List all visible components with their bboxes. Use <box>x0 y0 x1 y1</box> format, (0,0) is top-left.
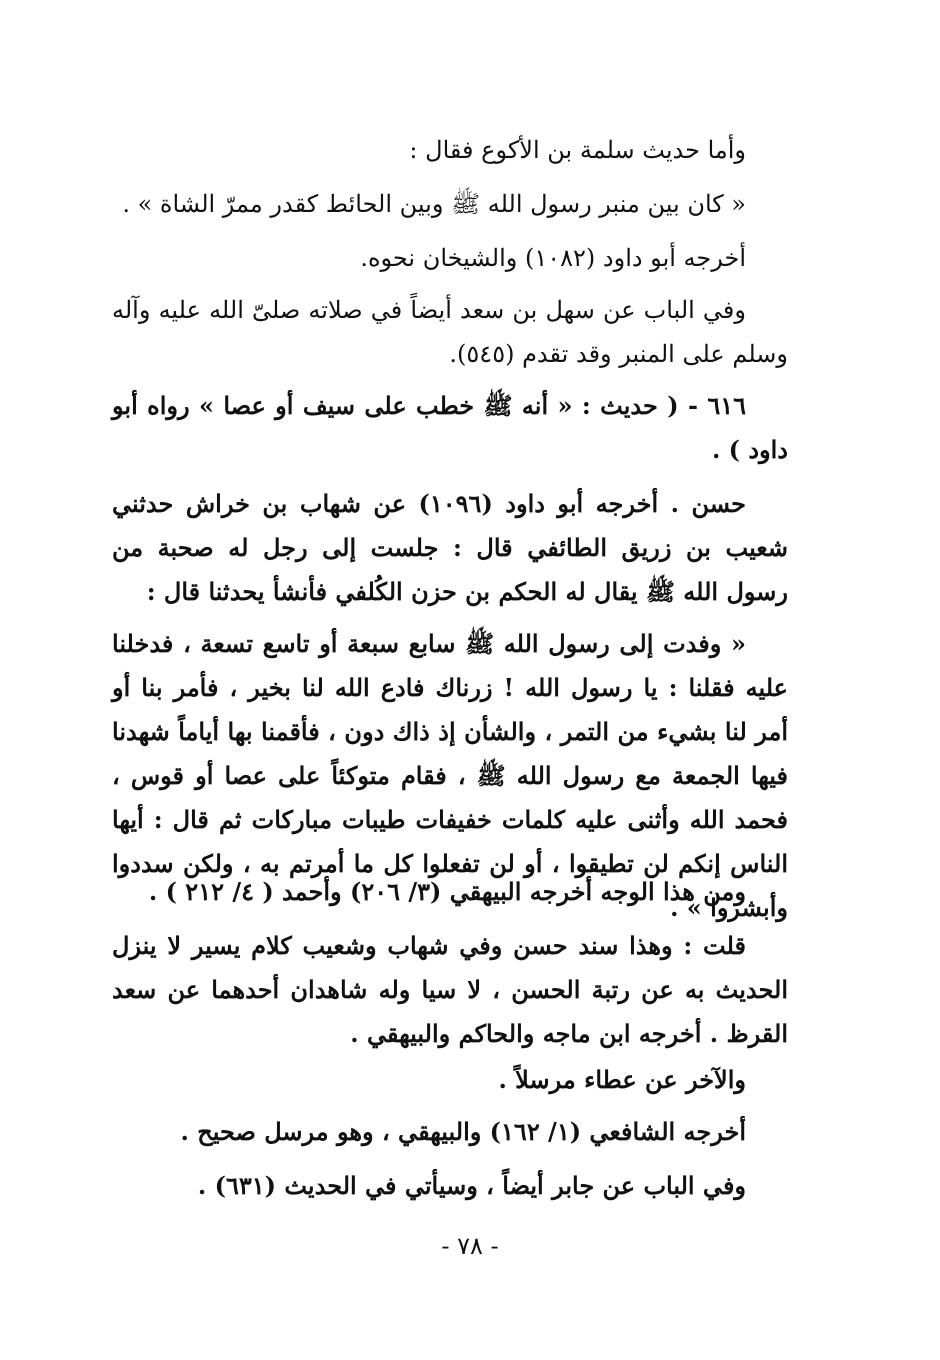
paragraph-shafii: أخرجه الشافعي (١/ ١٦٢) والبيهقي ، وهو مرسل صحيح . <box>180 1117 746 1146</box>
paragraph-hasan-takhrij: حسن . أخرجه أبو داود (١٠٩٦) عن شهاب بن خراش حدثني شعيب بن زريق الطائفي قال : جلست إلى رجل له صحبة من رسول الله ﷺ يقال له الحكم بن حزن الكُلفي فأنشأ يحدثنا قال : <box>112 489 788 606</box>
paragraph-qultu: قلت : وهذا سند حسن وفي شهاب وشعيب كلام يسير لا ينزل الحديث به عن رتبة الحسن ، لا سيا وله شاهدان أحدهما عن سعد القرظ . أخرجه ابن ماجه والحاكم والبيهقي . <box>112 931 788 1048</box>
paragraph-bayhaqi-ahmad: ومن هذا الوجه أخرجه البيهقي (٣/ ٢٠٦) وأحمد ( ٤/ ٢١٢ ) . <box>148 877 746 906</box>
hadith-quote-wafadtu: « وفدت إلى رسول الله ﷺ سابع سبعة أو تاسع تسعة ، فدخلنا عليه فقلنا : يا رسول الله ! زرناك فادع الله لنا بخير ، فأمر بنا أو أمر لنا بشيء من التمر ، والشأن إذ ذاك دون ، فأقمنا بها أياماً شهدنا فيها الجمعة مع رسول الله ﷺ ، فقام متوكئاً على عصا أو قوس ، فحمد الله وأثنى عليه كلمات خفيفات طيبات مباركات ثم قال : أيها الناس إنكم لن تطيقوا ، أو لن تفعلوا كل ما أمرتم به ، ولكن سددوا وأبشروا » . <box>112 629 788 922</box>
paragraph-jabir: وفي الباب عن جابر أيضاً ، وسيأتي في الحديث (٦٣١) . <box>197 1171 746 1200</box>
paragraph-takhrij-abu-dawud: أخرجه أبو داود (١٠٨٢) والشيخان نحوه. <box>360 244 746 272</box>
paragraph-ata-mursal: والآخر عن عطاء مرسلاً . <box>498 1065 746 1094</box>
paragraph-salama-intro: وأما حديث سلمة بن الأكوع فقال : <box>409 136 746 164</box>
hadith-heading-616: ٦١٦ - ( حديث : « أنه ﷺ خطب على سيف أو عصا » رواه أبو داود ) . <box>112 391 788 464</box>
page-number: - ٧٨ - <box>441 1232 499 1260</box>
hadith-quote-minbar: « كان بين منبر رسول الله ﷺ وبين الحائط كقدر ممرّ الشاة » . <box>122 190 746 218</box>
paragraph-sahl-ibn-saad: وفي الباب عن سهل بن سعد أيضاً في صلاته صلىّ الله عليه وآله وسلم على المنبر وقد تقدم (٥٤٥). <box>112 296 788 368</box>
